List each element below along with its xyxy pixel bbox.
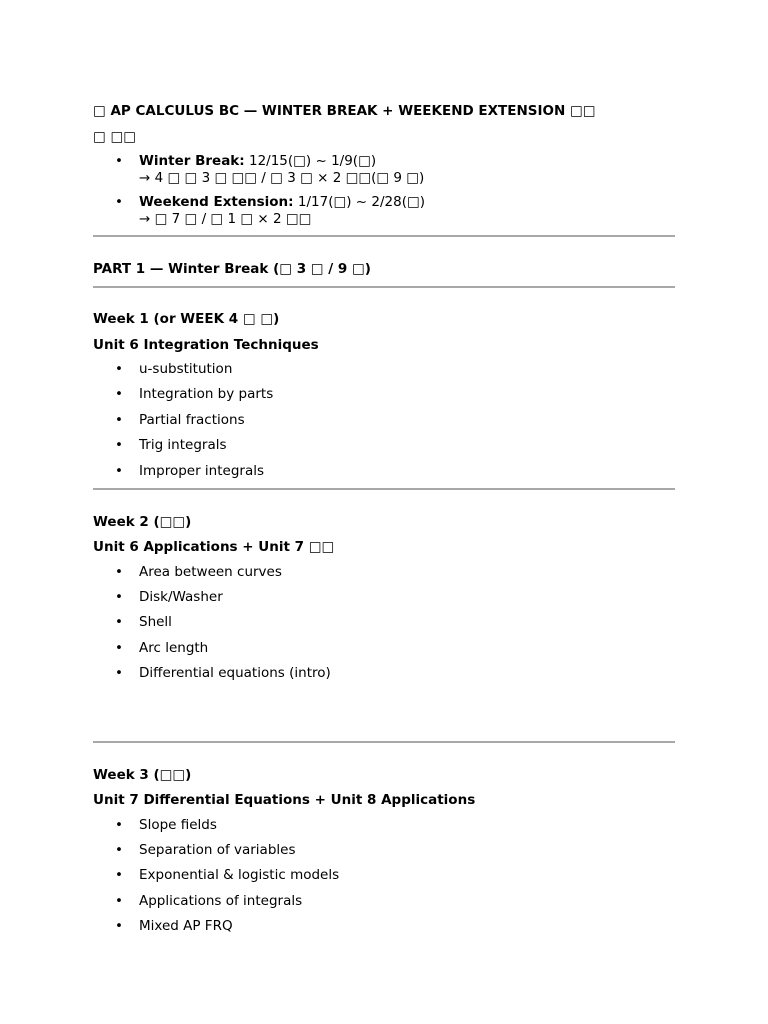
week2-topics xyxy=(93,564,675,682)
list-item: • Shell xyxy=(93,614,675,631)
list-item: • Applications of integrals xyxy=(93,893,675,910)
winter-break-label: Winter Break: xyxy=(139,153,245,169)
list-item: • Area between curves xyxy=(93,564,675,581)
weekend-extension-dates: 1/17(□) ~ 2/28(□) xyxy=(297,194,425,210)
winter-break-detail: → 4 □ □ 3 □ □□ / □ 3 □ × 2 □□(□ 9 □) xyxy=(139,170,425,186)
list-item: • Integration by parts xyxy=(93,386,675,403)
week1-unit: Unit 6 Integration Techniques xyxy=(93,337,319,353)
list-item: • Partial fractions xyxy=(93,412,675,429)
list-item: • Trig integrals xyxy=(93,437,675,454)
section-divider xyxy=(93,741,675,743)
list-item: • Separation of variables xyxy=(93,842,675,859)
section-divider xyxy=(93,235,675,237)
list-item: • Exponential & logistic models xyxy=(93,867,675,884)
overview-list xyxy=(93,153,675,228)
list-item-winter-break xyxy=(93,153,675,187)
week3-unit: Unit 7 Differential Equations + Unit 8 Applications xyxy=(93,792,476,808)
section-divider xyxy=(93,488,675,490)
list-item: • Mixed AP FRQ xyxy=(93,918,675,935)
winter-break-dates: 12/15(□) ~ 1/9(□) xyxy=(248,153,377,169)
list-item: • Differential equations (intro) xyxy=(93,665,675,682)
list-item: • u-substitution xyxy=(93,361,675,378)
weekend-extension-detail: → □ 7 □ / □ 1 □ × 2 □□ xyxy=(139,211,312,227)
week3-topics xyxy=(93,817,675,935)
list-item: • Disk/Washer xyxy=(93,589,675,606)
list-item: • Arc length xyxy=(93,640,675,657)
section-divider xyxy=(93,286,675,288)
list-item: • Improper integrals xyxy=(93,463,675,480)
week2-heading: Week 2 (□□) xyxy=(93,514,192,530)
list-item-weekend-extension xyxy=(93,194,675,228)
list-item: • Slope fields xyxy=(93,817,675,834)
week1-topics xyxy=(93,361,675,480)
part1-heading: PART 1 — Winter Break (□ 3 □ / 9 □) xyxy=(93,261,371,277)
week3-heading: Week 3 (□□) xyxy=(93,767,192,783)
weekend-extension-label: Weekend Extension: xyxy=(139,194,294,210)
document-title: □ AP CALCULUS BC — WINTER BREAK + WEEKEND EXTENSION □□ xyxy=(93,103,596,119)
week2-unit: Unit 6 Applications + Unit 7 □□ xyxy=(93,539,335,555)
week1-heading: Week 1 (or WEEK 4 □ □) xyxy=(93,311,280,327)
overview-heading: □ □□ xyxy=(93,129,136,145)
